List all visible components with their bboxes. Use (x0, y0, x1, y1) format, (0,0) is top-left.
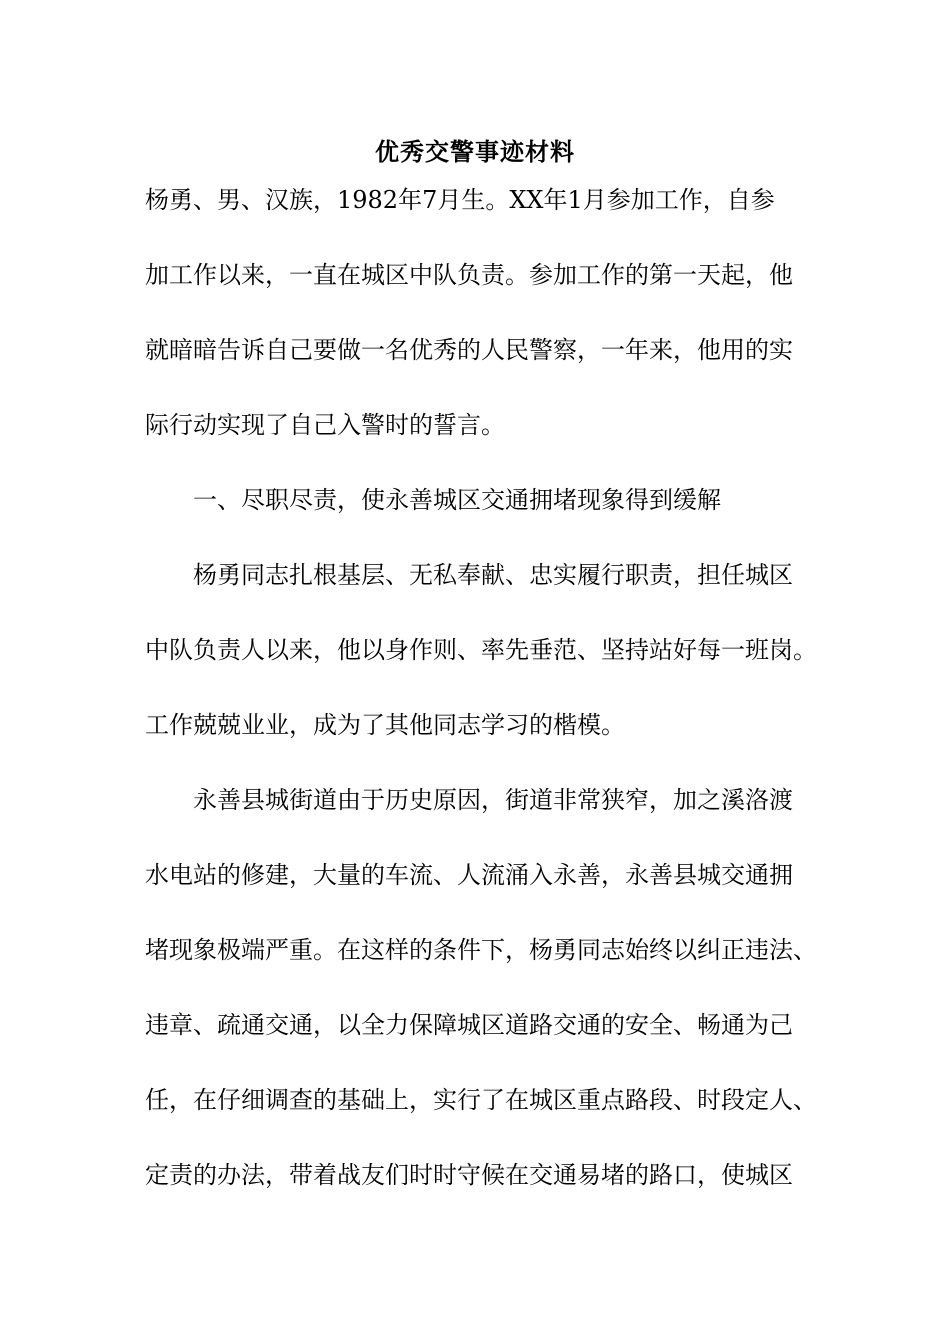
section-heading-1: 一、尽职尽责，使永善城区交通拥堵现象得到缓解 (145, 486, 721, 514)
text-line-2: 加工作以来，一直在城区中队负责。参加工作的第一天起，他 (145, 261, 793, 289)
text-line-12: 违章、疏通交通，以全力保障城区道路交通的安全、畅通为己 (145, 1011, 793, 1039)
text-line-1: 杨勇、男、汉族，1982年7月生。XX年1月参加工作，自参 (145, 186, 775, 214)
text-line-3: 就暗暗告诉自己要做一名优秀的人民警察，一年来，他用的实 (145, 336, 793, 364)
text-line-7: 中队负责人以来，他以身作则、率先垂范、坚持站好每一班岗。 (145, 636, 817, 664)
text-line-6: 杨勇同志扎根基层、无私奉献、忠实履行职责，担任城区 (145, 561, 793, 589)
text-line-10: 水电站的修建，大量的车流、人流涌入永善，永善县城交通拥 (145, 861, 793, 889)
text-line-9: 永善县城街道由于历史原因，街道非常狭窄，加之溪洛渡 (145, 786, 793, 814)
text-line-14: 定责的办法，带着战友们时时守候在交通易堵的路口，使城区 (145, 1161, 793, 1189)
text-line-11: 堵现象极端严重。在这样的条件下，杨勇同志始终以纠正违法、 (145, 936, 817, 964)
document-title: 优秀交警事迹材料 (375, 137, 575, 166)
text-line-8: 工作兢兢业业，成为了其他同志学习的楷模。 (145, 711, 625, 739)
text-line-4: 际行动实现了自己入警时的誓言。 (145, 411, 505, 439)
text-line-13: 任，在仔细调查的基础上，实行了在城区重点路段、时段定人、 (145, 1086, 817, 1114)
